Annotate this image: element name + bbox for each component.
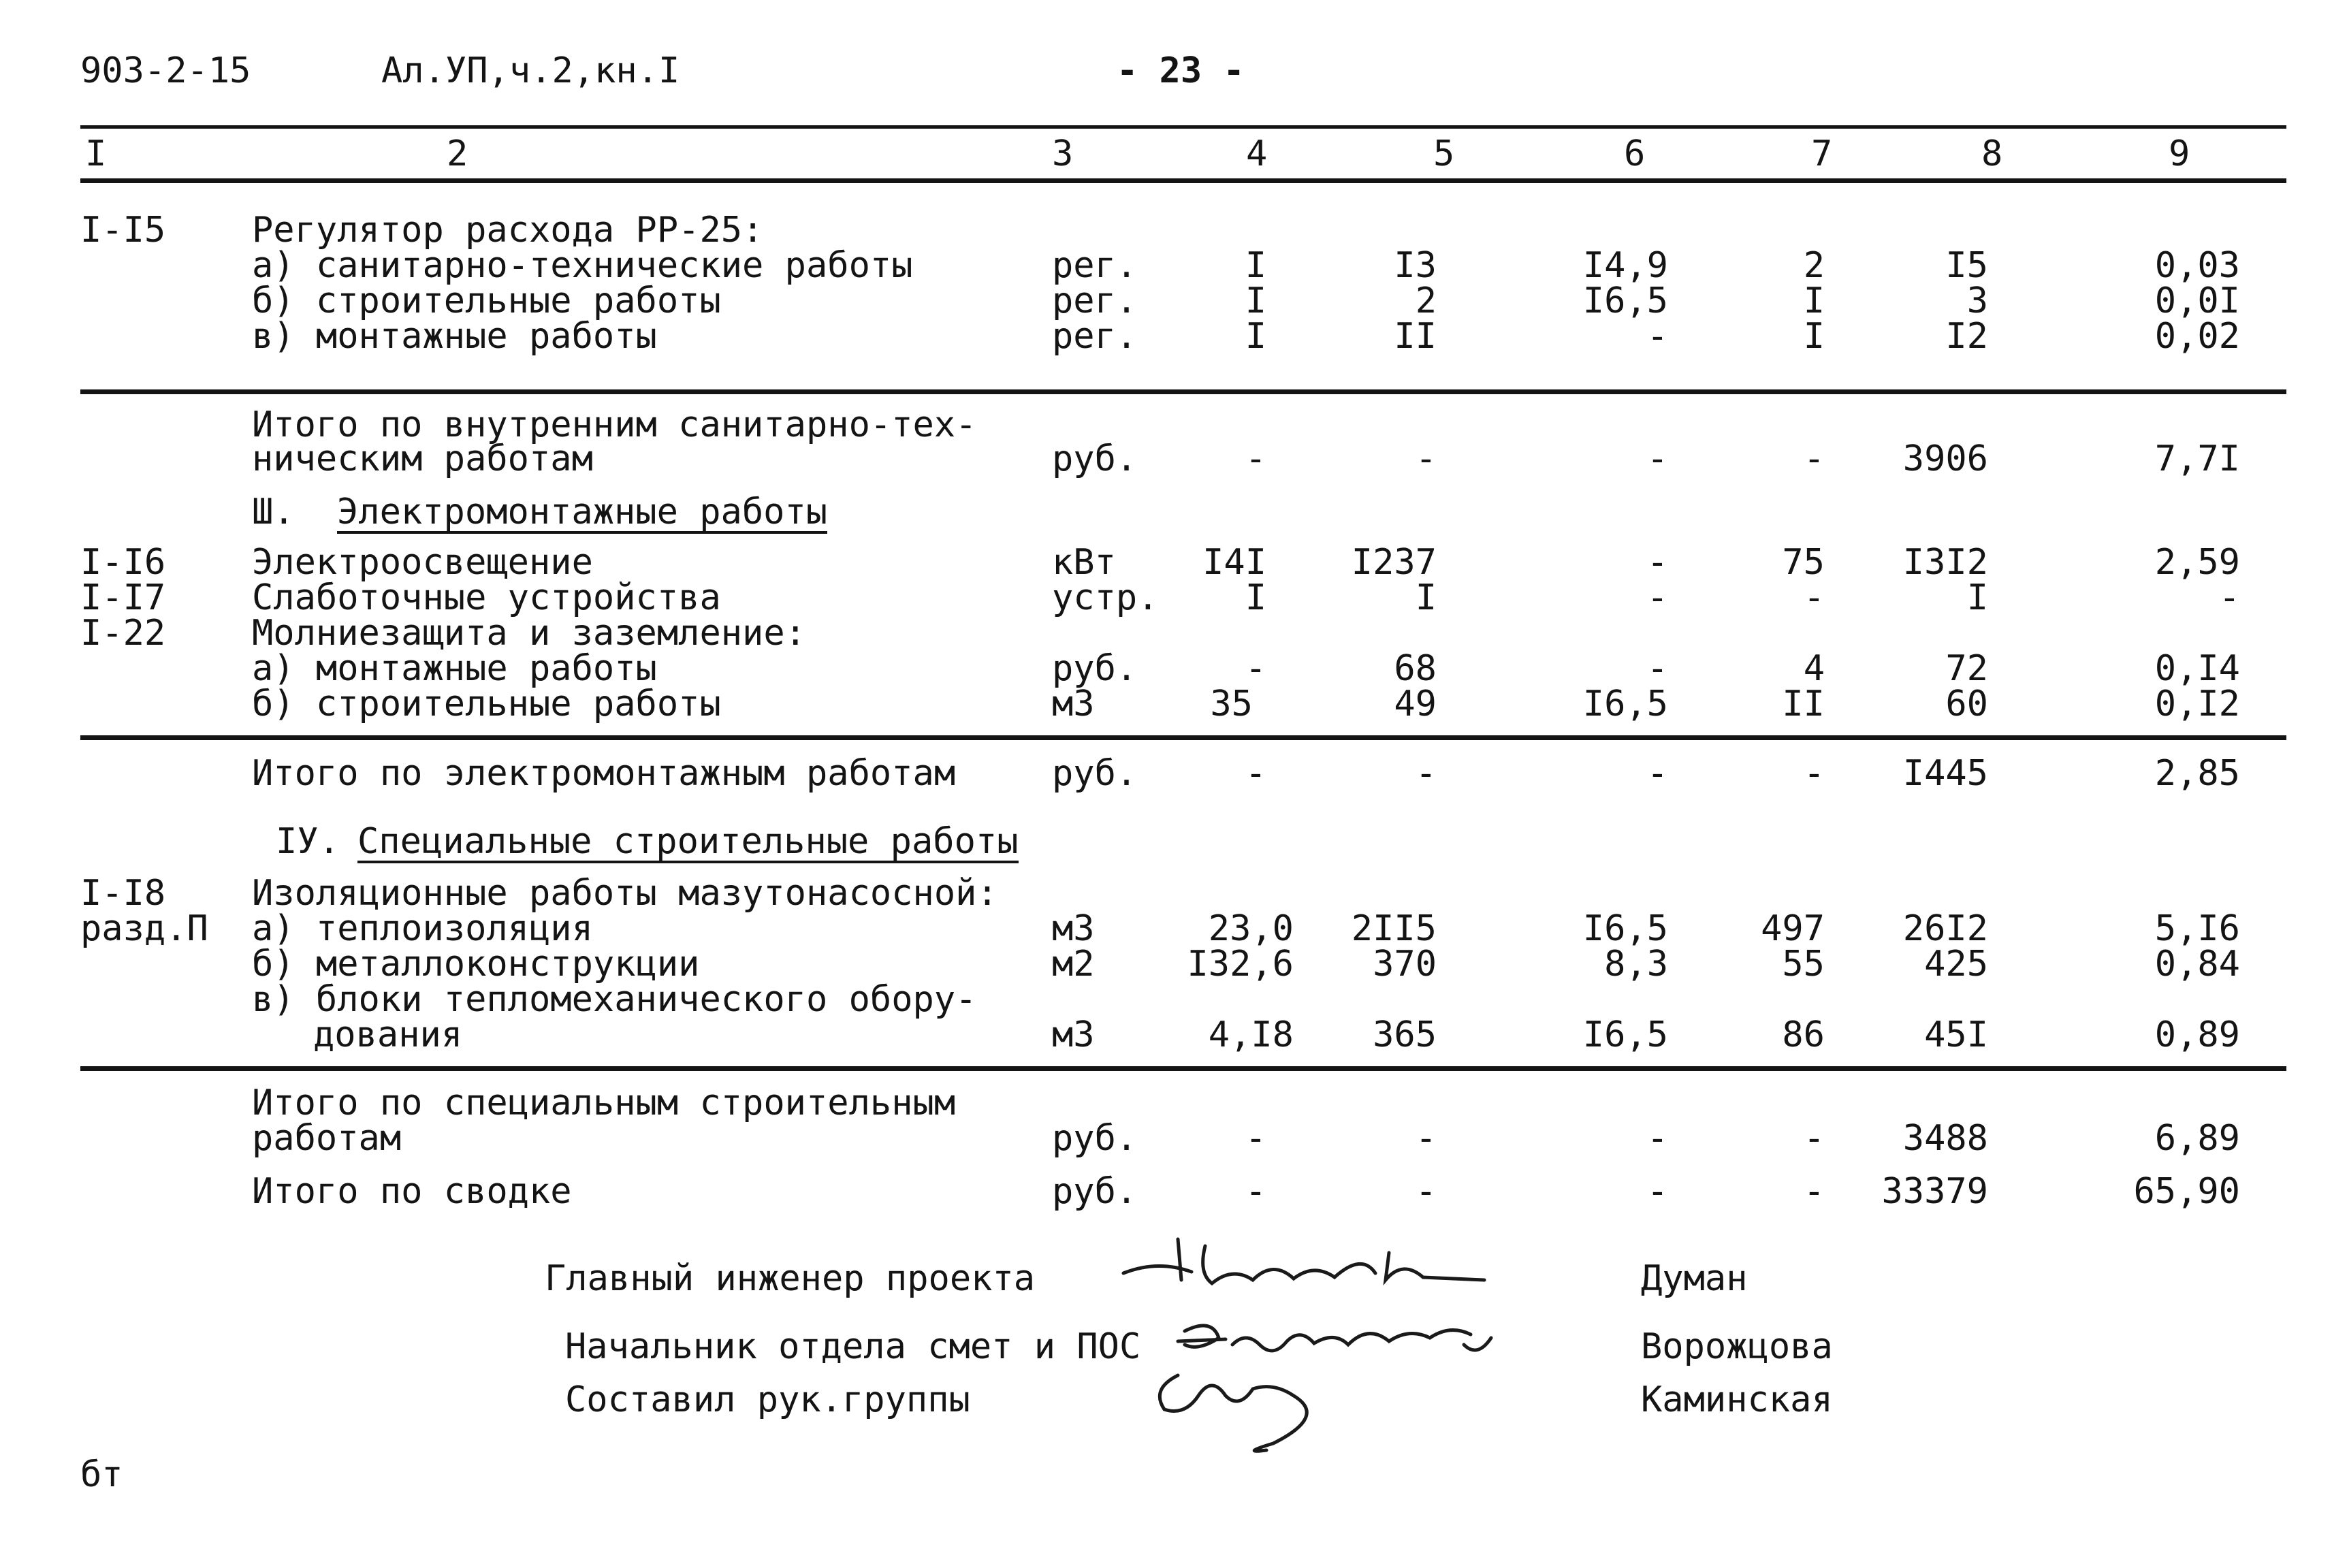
row-name-line1: Итого по внутренним санитарно-тех- (252, 404, 977, 445)
row-col6: - (1646, 753, 1668, 794)
row-col9: 5,I6 (2154, 908, 2240, 949)
row-col8: 45I (1924, 1014, 1988, 1055)
row-col5: - (1415, 1171, 1437, 1212)
row-col5: I237 (1351, 542, 1437, 583)
row-col5: 68 (1394, 648, 1437, 689)
row-col7: 4 (1803, 648, 1825, 689)
row-col9: 0,89 (2154, 1014, 2240, 1055)
row-col6: I6,5 (1582, 684, 1668, 724)
section-title: Специальные строительные работы (357, 821, 1019, 862)
row-unit: руб. (1052, 753, 1138, 794)
row-col5: - (1415, 438, 1437, 479)
row-col6: - (1646, 1171, 1668, 1212)
row-name-line2: ническим работам (252, 438, 593, 479)
col-header-7: 7 (1811, 133, 1833, 174)
row-col6: - (1646, 648, 1668, 689)
row-col4: 23,0 (1208, 908, 1294, 949)
row-unit: рег. (1052, 316, 1138, 357)
row-col7: - (1803, 438, 1825, 479)
row-id: I-I5 (80, 210, 166, 251)
signature-name: Думан (1641, 1258, 1748, 1299)
row-col4: I4I (1202, 542, 1266, 583)
row-col9: 2,85 (2154, 753, 2240, 794)
row-id: I-I8 (80, 873, 166, 914)
row-col5: - (1415, 1118, 1437, 1159)
page-number: - 23 - (1117, 50, 1245, 91)
footer-mark: бт (80, 1454, 123, 1495)
album-reference: Ал.УП,ч.2,кн.I (381, 50, 680, 91)
row-col5: 2 (1415, 281, 1437, 321)
row-col9: - (2218, 577, 2240, 618)
row-col4: I (1245, 316, 1266, 357)
row-id-section: разд.П (80, 908, 208, 949)
section-number: Ш. (252, 492, 295, 532)
row-col7: 2 (1803, 245, 1825, 286)
row-col4: I (1245, 577, 1266, 618)
row-col7: I (1803, 316, 1825, 357)
signature-scribble (1137, 1362, 1355, 1457)
row-col7: - (1803, 577, 1825, 618)
row-col9: 0,I2 (2154, 684, 2240, 724)
row-unit: кВт (1052, 542, 1116, 583)
row-col9: 2,59 (2154, 542, 2240, 583)
row-unit: м3 (1052, 908, 1095, 949)
col-header-4: 4 (1246, 133, 1268, 174)
row-col4: 4,I8 (1208, 1014, 1294, 1055)
row-col8: 26I2 (1902, 908, 1988, 949)
row-name: б) строительные работы (252, 684, 721, 724)
row-col7: - (1803, 1171, 1825, 1212)
row-col4: I32,6 (1187, 944, 1294, 985)
row-id: I-22 (80, 613, 166, 654)
row-col9: 65,90 (2133, 1171, 2240, 1212)
row-col8: 425 (1924, 944, 1988, 985)
row-unit: рег. (1052, 281, 1138, 321)
row-name: Итого по сводке (252, 1171, 572, 1212)
row-col6: - (1646, 542, 1668, 583)
row-col6: I6,5 (1582, 281, 1668, 321)
row-col8: 72 (1945, 648, 1988, 689)
row-unit: м3 (1052, 1014, 1095, 1055)
row-col8: I2 (1945, 316, 1988, 357)
signature-name: Каминская (1641, 1379, 1833, 1420)
row-col5: 365 (1373, 1014, 1437, 1055)
row-col7: I (1803, 281, 1825, 321)
header-rule-top (80, 125, 2286, 129)
row-col5: I3 (1394, 245, 1437, 286)
row-col4: 35 (1210, 684, 1253, 724)
row-col8: I3I2 (1902, 542, 1988, 583)
row-col9: 0,0I (2154, 281, 2240, 321)
row-col7: 86 (1782, 1014, 1825, 1055)
row-unit: м3 (1052, 684, 1095, 724)
row-col5: 370 (1373, 944, 1437, 985)
row-col6: 8,3 (1604, 944, 1668, 985)
row-col7: 497 (1761, 908, 1825, 949)
section-rule (80, 389, 2286, 394)
header-rule-bottom (80, 178, 2286, 183)
row-col5: 49 (1394, 684, 1437, 724)
row-col6: I4,9 (1582, 245, 1668, 286)
row-id: I-I6 (80, 542, 166, 583)
row-col4: - (1245, 1171, 1266, 1212)
row-name: б) металлоконструкции (252, 944, 700, 985)
section-title: Электромонтажные работы (337, 492, 828, 532)
row-col9: 6,89 (2154, 1118, 2240, 1159)
row-name: а) теплоизоляция (252, 908, 593, 949)
row-col6: - (1646, 438, 1668, 479)
col-header-1: I (85, 133, 107, 174)
signature-name: Ворожцова (1641, 1326, 1833, 1367)
row-col6: - (1646, 316, 1668, 357)
row-title: Регулятор расхода РР-25: (252, 210, 764, 251)
section-rule (80, 1066, 2286, 1071)
signature-role: Начальник отдела смет и ПОС (565, 1326, 1141, 1367)
row-col5: - (1415, 753, 1437, 794)
section-rule (80, 735, 2286, 740)
row-col9: 0,84 (2154, 944, 2240, 985)
row-unit: м2 (1052, 944, 1095, 985)
row-name-line1: в) блоки тепломеханического обору- (252, 979, 977, 1020)
row-name: б) строительные работы (252, 281, 721, 321)
row-name: Слаботочные устройства (252, 577, 721, 618)
row-name: в) монтажные работы (252, 316, 657, 357)
col-header-5: 5 (1433, 133, 1455, 174)
row-unit: руб. (1052, 438, 1138, 479)
signature-scribble (1117, 1232, 1498, 1307)
row-col7: II (1782, 684, 1825, 724)
row-unit: руб. (1052, 1171, 1138, 1212)
row-col4: I (1245, 245, 1266, 286)
col-header-3: 3 (1052, 133, 1074, 174)
row-col9: 0,02 (2154, 316, 2240, 357)
row-name: Электроосвещение (252, 542, 593, 583)
row-col8: 60 (1945, 684, 1988, 724)
row-col6: - (1646, 1118, 1668, 1159)
row-col4: - (1245, 648, 1266, 689)
row-col5: II (1394, 316, 1437, 357)
row-id: I-I7 (80, 577, 166, 618)
row-col7: 55 (1782, 944, 1825, 985)
row-unit: руб. (1052, 648, 1138, 689)
row-name-line1: Итого по специальным строительным (252, 1083, 956, 1123)
col-header-2: 2 (447, 133, 468, 174)
row-col8: I (1966, 577, 1988, 618)
row-col4: - (1245, 438, 1266, 479)
row-col5: I (1415, 577, 1437, 618)
document-code: 903-2-15 (80, 50, 251, 91)
row-name-line2: работам (252, 1118, 402, 1159)
section-number: IУ. (276, 821, 340, 862)
row-col7: 75 (1782, 542, 1825, 583)
row-unit: устр. (1052, 577, 1159, 618)
row-col8: 3 (1966, 281, 1988, 321)
row-col8: I445 (1902, 753, 1988, 794)
row-unit: рег. (1052, 245, 1138, 286)
row-col8: 3488 (1902, 1118, 1988, 1159)
row-name: а) санитарно-технические работы (252, 245, 913, 286)
row-col8: 3906 (1902, 438, 1988, 479)
row-col9: 7,7I (2154, 438, 2240, 479)
col-header-9: 9 (2169, 133, 2190, 174)
row-name: а) монтажные работы (252, 648, 657, 689)
col-header-8: 8 (1981, 133, 2003, 174)
row-col8: I5 (1945, 245, 1988, 286)
row-col9: 0,I4 (2154, 648, 2240, 689)
row-col5: 2II5 (1351, 908, 1437, 949)
row-col4: - (1245, 753, 1266, 794)
row-title: Молниезащита и заземление: (252, 613, 806, 654)
signature-role: Составил рук.группы (565, 1379, 970, 1420)
row-unit: руб. (1052, 1118, 1138, 1159)
row-col8: 33379 (1881, 1171, 1988, 1212)
row-col9: 0,03 (2154, 245, 2240, 286)
row-name-line2: дования (313, 1014, 463, 1055)
signature-role: Главный инженер проекта (545, 1258, 1036, 1299)
row-name: Итого по электромонтажным работам (252, 753, 956, 794)
row-col6: - (1646, 577, 1668, 618)
row-col4: - (1245, 1118, 1266, 1159)
row-col6: I6,5 (1582, 908, 1668, 949)
row-col6: I6,5 (1582, 1014, 1668, 1055)
row-col4: I (1245, 281, 1266, 321)
row-title: Изоляционные работы мазутонасосной: (252, 873, 998, 914)
row-col7: - (1803, 1118, 1825, 1159)
col-header-6: 6 (1624, 133, 1646, 174)
row-col7: - (1803, 753, 1825, 794)
